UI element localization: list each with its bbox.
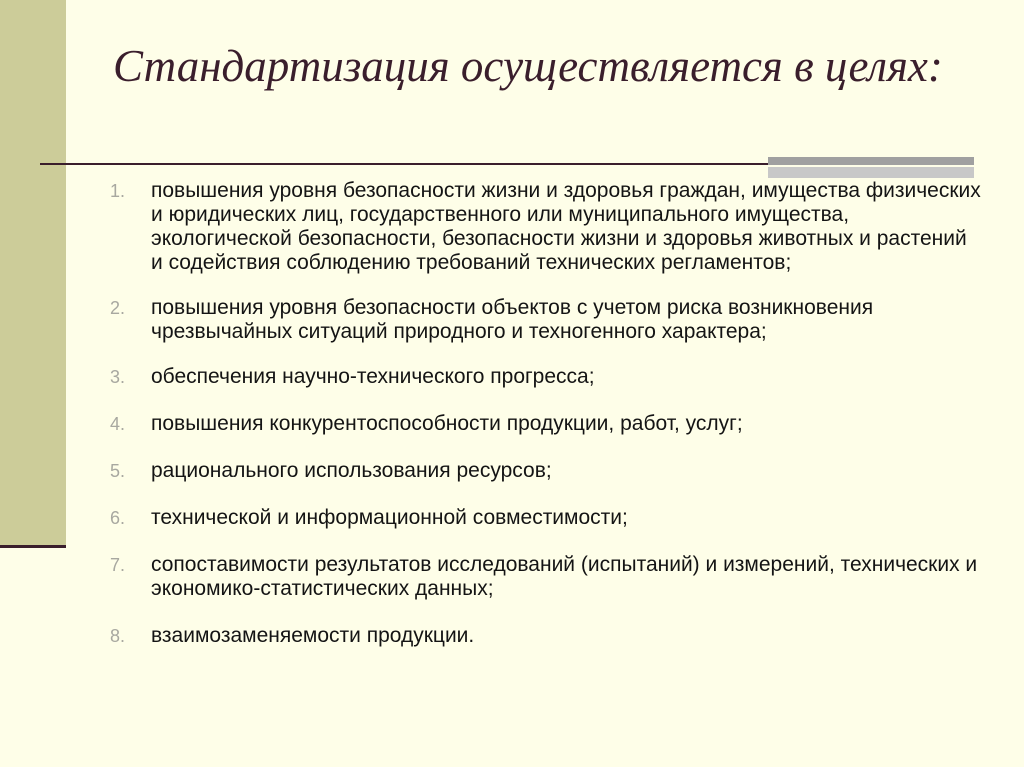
list-item-number: 1.: [110, 181, 126, 201]
list-item-text: обеспечения научно-технического прогресса;: [151, 365, 595, 388]
list-item: [0, 296, 1024, 344]
list-item-number: 2.: [110, 298, 126, 318]
list-item-number: 4.: [110, 414, 126, 434]
list-item-text: повышения уровня безопасности объектов с учетом риска возникновения чрезвычайных ситуаций природного и техногенного характера;: [151, 296, 874, 343]
list-item: [0, 553, 1024, 601]
list-item: [0, 624, 1024, 648]
list-item-text: взаимозаменяемости продукции.: [151, 624, 475, 647]
list-item-number: 7.: [110, 555, 126, 575]
list-item-number: 3.: [110, 367, 126, 387]
list-item: [0, 412, 1024, 436]
list-item: [0, 179, 1024, 275]
list-item-text: рационального использования ресурсов;: [151, 459, 552, 482]
list-item-number: 8.: [110, 626, 126, 646]
list-item-number: 6.: [110, 508, 126, 528]
list-item-number: 5.: [110, 461, 126, 481]
list-item-text: повышения конкурентоспособности продукции, работ, услуг;: [151, 412, 743, 435]
slide-title: Стандартизация осуществляется в целях:: [113, 41, 943, 91]
title-underline-accent: [768, 157, 974, 178]
list-item-text: повышения уровня безопасности жизни и здоровья граждан, имущества физических и юридических лиц, государственного или муниципального имущества, экологической безопасности, безопасности жизни и здоровья животных и растений и содействия соблюдению требований технических регламентов;: [151, 179, 981, 274]
goals-list: [0, 179, 1024, 648]
list-item: [0, 365, 1024, 389]
list-item-text: технической и информационной совместимости;: [151, 506, 628, 529]
list-item: [0, 506, 1024, 530]
list-item: [0, 459, 1024, 483]
list-item-text: сопоставимости результатов исследований (испытаний) и измерений, технических и экономико-статистических данных;: [151, 553, 978, 600]
